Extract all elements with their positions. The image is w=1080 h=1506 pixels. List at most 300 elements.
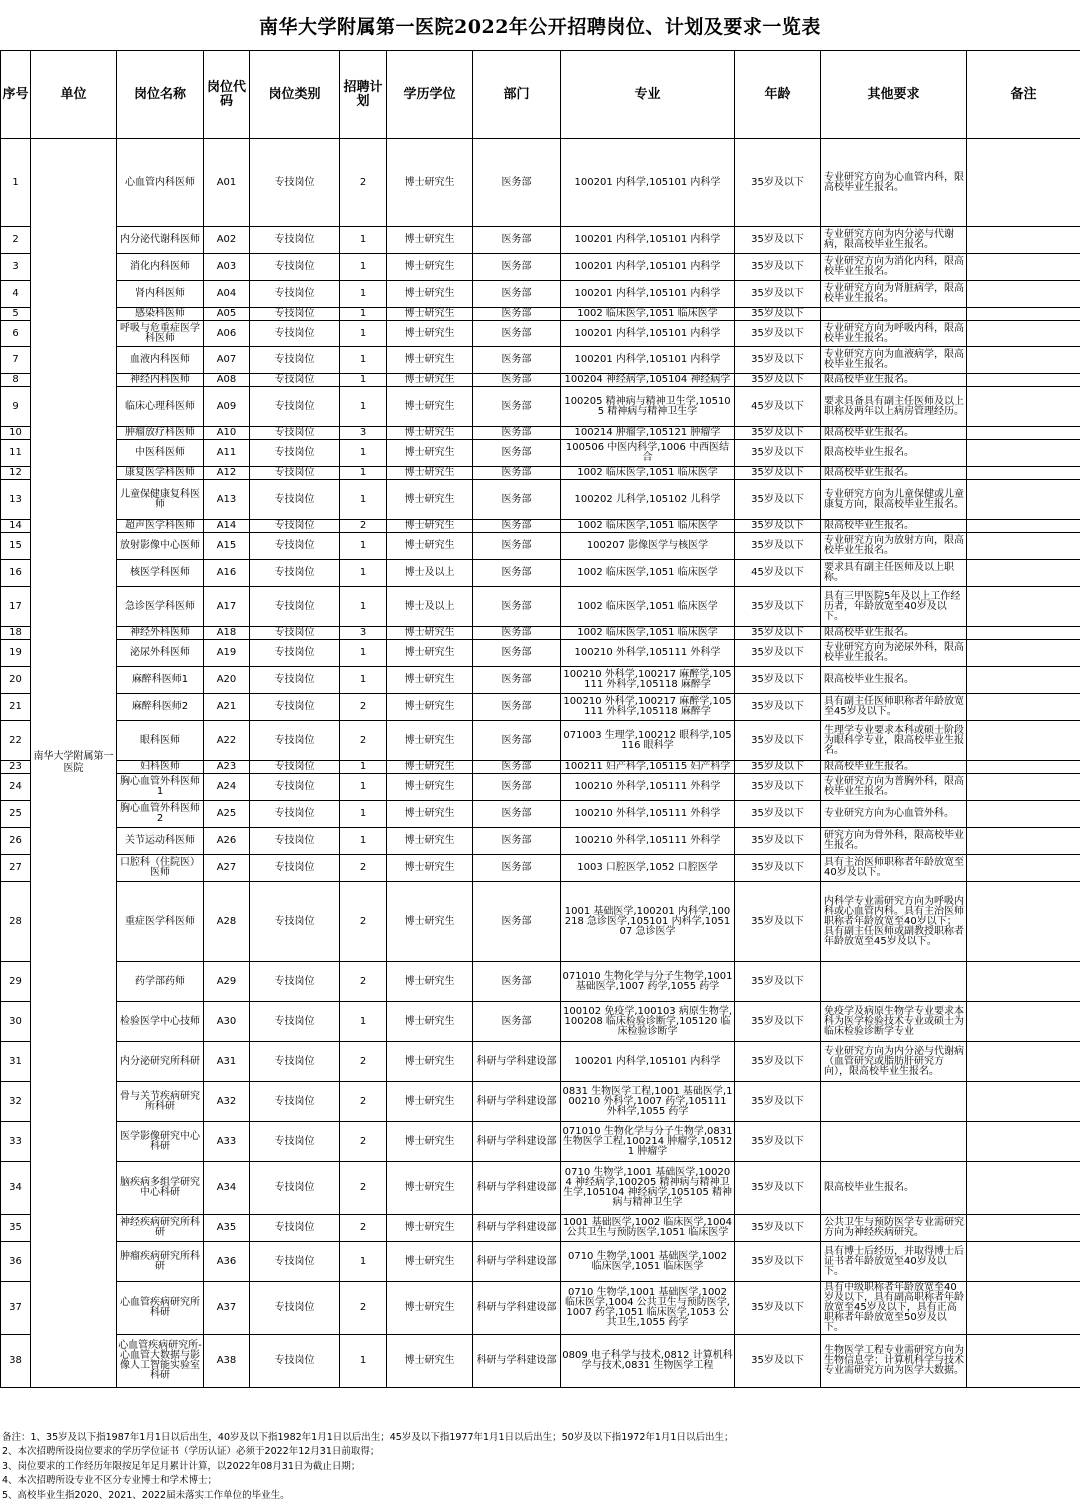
cell-seq: 12	[1, 467, 31, 480]
cell-post-name: 神经内科医师	[117, 374, 204, 387]
cell-plan: 1	[340, 560, 387, 587]
cell-post-type: 专技岗位	[250, 761, 340, 774]
cell-remark	[967, 1335, 1080, 1388]
cell-plan: 2	[340, 1282, 387, 1335]
cell-age: 35岁及以下	[735, 281, 821, 308]
cell-post-name: 胸心血管外科医师2	[117, 801, 204, 828]
cell-plan: 2	[340, 962, 387, 1002]
cell-post-code: A04	[204, 281, 250, 308]
cell-remark	[967, 440, 1080, 467]
table-row	[1, 962, 1080, 1002]
cell-seq: 14	[1, 520, 31, 533]
cell-major: 100210 外科学,105111 外科学	[561, 774, 735, 801]
cell-age: 35岁及以下	[735, 374, 821, 387]
cell-dept: 医务部	[473, 281, 561, 308]
cell-remark	[967, 520, 1080, 533]
cell-degree: 博士研究生	[387, 1162, 473, 1215]
cell-seq: 28	[1, 882, 31, 962]
cell-plan: 1	[340, 667, 387, 694]
cell-seq: 18	[1, 627, 31, 640]
cell-post-type: 专技岗位	[250, 1042, 340, 1082]
cell-dept: 医务部	[473, 962, 561, 1002]
cell-dept: 医务部	[473, 640, 561, 667]
cell-degree: 博士研究生	[387, 533, 473, 560]
table-row	[1, 627, 1080, 640]
table-row	[1, 227, 1080, 254]
cell-post-type: 专技岗位	[250, 139, 340, 227]
cell-plan: 1	[340, 828, 387, 855]
cell-dept: 医务部	[473, 560, 561, 587]
cell-post-type: 专技岗位	[250, 640, 340, 667]
cell-remark	[967, 321, 1080, 347]
cell-degree: 博士研究生	[387, 1282, 473, 1335]
cell-post-type: 专技岗位	[250, 1335, 340, 1388]
cell-plan: 2	[340, 1122, 387, 1162]
cell-age: 35岁及以下	[735, 227, 821, 254]
cell-remark	[967, 627, 1080, 640]
cell-dept: 医务部	[473, 667, 561, 694]
cell-other: 限高校毕业生报名。	[821, 440, 967, 467]
cell-age: 35岁及以下	[735, 1082, 821, 1122]
cell-remark	[967, 480, 1080, 520]
table-row	[1, 254, 1080, 281]
cell-dept: 科研与学科建设部	[473, 1242, 561, 1282]
cell-seq: 10	[1, 427, 31, 440]
cell-other: 限高校毕业生报名。	[821, 627, 967, 640]
table-body	[1, 139, 1080, 1388]
cell-degree: 博士研究生	[387, 139, 473, 227]
cell-other	[821, 1082, 967, 1122]
cell-degree: 博士研究生	[387, 467, 473, 480]
table-row	[1, 1282, 1080, 1335]
cell-degree: 博士研究生	[387, 801, 473, 828]
cell-post-code: A36	[204, 1242, 250, 1282]
cell-post-name: 重症医学科医师	[117, 882, 204, 962]
cell-major: 1002 临床医学,1051 临床医学	[561, 308, 735, 321]
table-row	[1, 828, 1080, 855]
cell-post-code: A19	[204, 640, 250, 667]
cell-dept: 医务部	[473, 321, 561, 347]
cell-post-name: 感染科医师	[117, 308, 204, 321]
cell-other: 具有博士后经历，并取得博士后证书者年龄放宽至40岁及以下。	[821, 1242, 967, 1282]
cell-seq: 15	[1, 533, 31, 560]
cell-dept: 医务部	[473, 882, 561, 962]
cell-plan: 2	[340, 1042, 387, 1082]
cell-major: 071003 生理学,100212 眼科学,105116 眼科学	[561, 721, 735, 761]
cell-plan: 2	[340, 694, 387, 721]
cell-plan: 3	[340, 627, 387, 640]
cell-major: 1002 临床医学,1051 临床医学	[561, 587, 735, 627]
cell-major: 1002 临床医学,1051 临床医学	[561, 467, 735, 480]
cell-post-name: 检验医学中心技师	[117, 1002, 204, 1042]
cell-plan: 1	[340, 347, 387, 374]
cell-post-name: 血液内科医师	[117, 347, 204, 374]
table-row	[1, 281, 1080, 308]
cell-post-name: 消化内科医师	[117, 254, 204, 281]
cell-degree: 博士及以上	[387, 587, 473, 627]
cell-remark	[967, 882, 1080, 962]
cell-age: 45岁及以下	[735, 387, 821, 427]
cell-age: 35岁及以下	[735, 962, 821, 1002]
cell-post-type: 专技岗位	[250, 667, 340, 694]
cell-post-name: 肿瘤放疗科医师	[117, 427, 204, 440]
cell-major: 1002 临床医学,1051 临床医学	[561, 560, 735, 587]
cell-other: 生理学专业要求本科或硕士阶段为眼科学专业，限高校毕业生报名。	[821, 721, 967, 761]
cell-seq: 1	[1, 139, 31, 227]
table-row	[1, 520, 1080, 533]
cell-plan: 2	[340, 1162, 387, 1215]
cell-post-type: 专技岗位	[250, 721, 340, 761]
cell-major: 100210 外科学,105111 外科学	[561, 828, 735, 855]
cell-major: 100201 内科学,105101 内科学	[561, 139, 735, 227]
cell-post-code: A27	[204, 855, 250, 882]
cell-dept: 医务部	[473, 801, 561, 828]
cell-degree: 博士研究生	[387, 520, 473, 533]
cell-post-code: A28	[204, 882, 250, 962]
notes	[2, 1431, 1078, 1503]
cell-plan: 2	[340, 520, 387, 533]
cell-degree: 博士研究生	[387, 374, 473, 387]
cell-remark	[967, 387, 1080, 427]
cell-post-name: 神经疾病研究所科研	[117, 1215, 204, 1242]
cell-other	[821, 962, 967, 1002]
cell-post-code: A09	[204, 387, 250, 427]
cell-age: 35岁及以下	[735, 427, 821, 440]
cell-post-name: 康复医学科医师	[117, 467, 204, 480]
cell-major: 0710 生物学,1001 基础医学,1002 临床医学,1051 临床医学	[561, 1242, 735, 1282]
cell-remark	[967, 774, 1080, 801]
cell-other: 专业研究方向为肾脏病学，限高校毕业生报名。	[821, 281, 967, 308]
cell-plan: 1	[340, 1335, 387, 1388]
cell-degree: 博士研究生	[387, 281, 473, 308]
cell-major: 100201 内科学,105101 内科学	[561, 281, 735, 308]
cell-other: 专业研究方向为内分泌与代谢病，限高校毕业生报名。	[821, 227, 967, 254]
cell-post-code: A17	[204, 587, 250, 627]
table-row	[1, 347, 1080, 374]
cell-other: 限高校毕业生报名。	[821, 667, 967, 694]
table-row	[1, 467, 1080, 480]
cell-dept: 医务部	[473, 374, 561, 387]
cell-seq: 25	[1, 801, 31, 828]
cell-post-name: 内分泌研究所科研	[117, 1042, 204, 1082]
cell-post-type: 专技岗位	[250, 962, 340, 1002]
cell-seq: 7	[1, 347, 31, 374]
cell-post-type: 专技岗位	[250, 440, 340, 467]
cell-remark	[967, 308, 1080, 321]
cell-remark	[967, 139, 1080, 227]
cell-post-code: A23	[204, 761, 250, 774]
cell-post-name: 心血管疾病研究所-心血管大数据与影像人工智能实验室科研	[117, 1335, 204, 1388]
cell-seq: 23	[1, 761, 31, 774]
cell-plan: 1	[340, 761, 387, 774]
cell-dept: 科研与学科建设部	[473, 1215, 561, 1242]
cell-degree: 博士研究生	[387, 427, 473, 440]
header-other: 其他要求	[821, 51, 967, 139]
cell-post-type: 专技岗位	[250, 1002, 340, 1042]
cell-other: 限高校毕业生报名。	[821, 520, 967, 533]
cell-post-code: A25	[204, 801, 250, 828]
cell-dept: 医务部	[473, 1002, 561, 1042]
cell-age: 35岁及以下	[735, 1122, 821, 1162]
cell-plan: 1	[340, 321, 387, 347]
cell-dept: 科研与学科建设部	[473, 1122, 561, 1162]
cell-remark	[967, 587, 1080, 627]
cell-other: 专业研究方向为内分泌与代谢病（血管研究或脂肪肝研究方向），限高校毕业生报名。	[821, 1042, 967, 1082]
cell-major: 1001 基础医学,1002 临床医学,1004 公共卫生与预防医学,1051 临床医学	[561, 1215, 735, 1242]
cell-major: 100102 免疫学,100103 病原生物学,100208 临床检验诊断学,105120 临床检验诊断学	[561, 1002, 735, 1042]
cell-post-type: 专技岗位	[250, 387, 340, 427]
cell-post-type: 专技岗位	[250, 374, 340, 387]
header-dept: 部门	[473, 51, 561, 139]
cell-age: 35岁及以下	[735, 774, 821, 801]
cell-seq: 21	[1, 694, 31, 721]
cell-major: 071010 生物化学与分子生物学,0831 生物医学工程,100214 肿瘤学,105121 肿瘤学	[561, 1122, 735, 1162]
cell-age: 45岁及以下	[735, 560, 821, 587]
cell-other: 具有主治医师职称者年龄放宽至40岁及以下。	[821, 855, 967, 882]
cell-plan: 2	[340, 721, 387, 761]
cell-post-type: 专技岗位	[250, 281, 340, 308]
cell-plan: 1	[340, 467, 387, 480]
cell-post-code: A24	[204, 774, 250, 801]
cell-degree: 博士研究生	[387, 1002, 473, 1042]
cell-post-code: A22	[204, 721, 250, 761]
cell-age: 35岁及以下	[735, 1002, 821, 1042]
cell-other: 具有三甲医院5年及以上工作经历者，年龄放宽至40岁及以下。	[821, 587, 967, 627]
table-row	[1, 640, 1080, 667]
cell-plan: 3	[340, 427, 387, 440]
cell-post-type: 专技岗位	[250, 321, 340, 347]
cell-major: 100201 内科学,105101 内科学	[561, 347, 735, 374]
cell-post-name: 眼科医师	[117, 721, 204, 761]
cell-post-name: 呼吸与危重症医学科医师	[117, 321, 204, 347]
cell-post-code: A01	[204, 139, 250, 227]
cell-post-type: 专技岗位	[250, 227, 340, 254]
cell-major: 100210 外科学,105111 外科学	[561, 801, 735, 828]
cell-dept: 医务部	[473, 440, 561, 467]
cell-post-code: A26	[204, 828, 250, 855]
cell-degree: 博士研究生	[387, 694, 473, 721]
cell-post-name: 口腔科（住院医）医师	[117, 855, 204, 882]
cell-seq: 20	[1, 667, 31, 694]
cell-post-name: 儿童保健康复科医师	[117, 480, 204, 520]
cell-seq: 3	[1, 254, 31, 281]
cell-post-code: A15	[204, 533, 250, 560]
cell-plan: 1	[340, 640, 387, 667]
cell-post-name: 内分泌代谢科医师	[117, 227, 204, 254]
cell-plan: 2	[340, 1082, 387, 1122]
cell-seq: 22	[1, 721, 31, 761]
cell-post-code: A12	[204, 467, 250, 480]
cell-degree: 博士研究生	[387, 321, 473, 347]
cell-age: 35岁及以下	[735, 667, 821, 694]
cell-post-name: 脑疾病多组学研究中心科研	[117, 1162, 204, 1215]
cell-major: 100201 内科学,105101 内科学	[561, 321, 735, 347]
cell-dept: 科研与学科建设部	[473, 1282, 561, 1335]
header-unit: 单位	[31, 51, 117, 139]
cell-other: 具有中级职称者年龄放宽至40岁及以下，具有副高职称者年龄放宽至45岁及以下，具有正高职称者年龄放宽至50岁及以下。	[821, 1282, 967, 1335]
cell-dept: 医务部	[473, 520, 561, 533]
cell-age: 35岁及以下	[735, 1042, 821, 1082]
cell-dept: 科研与学科建设部	[473, 1162, 561, 1215]
cell-remark	[967, 1122, 1080, 1162]
cell-post-name: 麻醉科医师1	[117, 667, 204, 694]
cell-dept: 医务部	[473, 139, 561, 227]
cell-dept: 科研与学科建设部	[473, 1082, 561, 1122]
cell-age: 35岁及以下	[735, 801, 821, 828]
cell-major: 100211 妇产科学,105115 妇产科学	[561, 761, 735, 774]
cell-major: 100210 外科学,105111 外科学	[561, 640, 735, 667]
cell-age: 35岁及以下	[735, 321, 821, 347]
cell-seq: 19	[1, 640, 31, 667]
cell-age: 35岁及以下	[735, 1242, 821, 1282]
cell-major: 100201 内科学,105101 内科学	[561, 254, 735, 281]
cell-remark	[967, 254, 1080, 281]
cell-dept: 医务部	[473, 254, 561, 281]
cell-post-code: A20	[204, 667, 250, 694]
cell-plan: 1	[340, 440, 387, 467]
cell-post-type: 专技岗位	[250, 882, 340, 962]
cell-major: 100207 影像医学与核医学	[561, 533, 735, 560]
cell-other: 限高校毕业生报名。	[821, 761, 967, 774]
table-row	[1, 321, 1080, 347]
cell-degree: 博士研究生	[387, 1242, 473, 1282]
cell-plan: 2	[340, 1215, 387, 1242]
cell-other: 具有副主任医师职称者年龄放宽至45岁及以下。	[821, 694, 967, 721]
cell-post-type: 专技岗位	[250, 560, 340, 587]
cell-post-name: 医学影像研究中心科研	[117, 1122, 204, 1162]
table-row	[1, 1122, 1080, 1162]
table-row	[1, 480, 1080, 520]
cell-post-code: A13	[204, 480, 250, 520]
cell-post-code: A37	[204, 1282, 250, 1335]
cell-age: 35岁及以下	[735, 1335, 821, 1388]
cell-age: 35岁及以下	[735, 828, 821, 855]
cell-dept: 医务部	[473, 427, 561, 440]
cell-post-type: 专技岗位	[250, 627, 340, 640]
cell-post-code: A08	[204, 374, 250, 387]
cell-post-code: A30	[204, 1002, 250, 1042]
header-post-type: 岗位类别	[250, 51, 340, 139]
cell-post-name: 泌尿外科医师	[117, 640, 204, 667]
cell-major: 100210 外科学,100217 麻醉学,105111 外科学,105118 麻醉学	[561, 694, 735, 721]
cell-remark	[967, 801, 1080, 828]
cell-degree: 博士研究生	[387, 855, 473, 882]
cell-age: 35岁及以下	[735, 520, 821, 533]
cell-remark	[967, 962, 1080, 1002]
header-post-name: 岗位名称	[117, 51, 204, 139]
cell-post-name: 超声医学科医师	[117, 520, 204, 533]
cell-age: 35岁及以下	[735, 587, 821, 627]
cell-post-code: A18	[204, 627, 250, 640]
cell-remark	[967, 640, 1080, 667]
table-row	[1, 560, 1080, 587]
cell-dept: 医务部	[473, 467, 561, 480]
cell-dept: 医务部	[473, 308, 561, 321]
cell-other: 专业研究方向为呼吸内科，限高校毕业生报名。	[821, 321, 967, 347]
cell-seq: 5	[1, 308, 31, 321]
cell-remark	[967, 374, 1080, 387]
cell-dept: 医务部	[473, 761, 561, 774]
cell-degree: 博士研究生	[387, 721, 473, 761]
cell-dept: 医务部	[473, 480, 561, 520]
page-title: 南华大学附属第一医院2022年公开招聘岗位、计划及要求一览表	[259, 15, 821, 38]
cell-age: 35岁及以下	[735, 1215, 821, 1242]
table-row	[1, 882, 1080, 962]
cell-seq: 2	[1, 227, 31, 254]
cell-unit: 南华大学附属第一医院	[31, 139, 117, 1388]
header-remark: 备注	[967, 51, 1080, 139]
table-row	[1, 801, 1080, 828]
header-seq: 序号	[1, 51, 31, 139]
cell-other: 专业研究方向为泌尿外科，限高校毕业生报名。	[821, 640, 967, 667]
cell-major: 100201 内科学,105101 内科学	[561, 227, 735, 254]
cell-post-code: A21	[204, 694, 250, 721]
cell-post-type: 专技岗位	[250, 828, 340, 855]
cell-seq: 26	[1, 828, 31, 855]
cell-major: 0809 电子科学与技术,0812 计算机科学与技术,0831 生物医学工程	[561, 1335, 735, 1388]
cell-post-name: 中医科医师	[117, 440, 204, 467]
cell-major: 100210 外科学,100217 麻醉学,105111 外科学,105118 麻醉学	[561, 667, 735, 694]
cell-remark	[967, 855, 1080, 882]
cell-degree: 博士研究生	[387, 667, 473, 694]
cell-dept: 医务部	[473, 347, 561, 374]
table-row	[1, 387, 1080, 427]
cell-other: 专业研究方向为心血管内科，限高校毕业生报名。	[821, 139, 967, 227]
header-row	[1, 51, 1080, 139]
cell-seq: 32	[1, 1082, 31, 1122]
cell-other: 限高校毕业生报名。	[821, 467, 967, 480]
cell-age: 35岁及以下	[735, 1162, 821, 1215]
cell-post-type: 专技岗位	[250, 774, 340, 801]
cell-major: 100204 神经病学,105104 神经病学	[561, 374, 735, 387]
cell-seq: 4	[1, 281, 31, 308]
header-age: 年龄	[735, 51, 821, 139]
cell-post-code: A14	[204, 520, 250, 533]
table-row	[1, 855, 1080, 882]
cell-age: 35岁及以下	[735, 1282, 821, 1335]
cell-other: 限高校毕业生报名。	[821, 1162, 967, 1215]
cell-dept: 医务部	[473, 627, 561, 640]
cell-post-type: 专技岗位	[250, 694, 340, 721]
cell-degree: 博士研究生	[387, 882, 473, 962]
cell-post-type: 专技岗位	[250, 467, 340, 480]
cell-remark	[967, 694, 1080, 721]
cell-post-type: 专技岗位	[250, 1122, 340, 1162]
cell-major: 1001 基础医学,100201 内科学,100218 急诊医学,105101 内科学,105107 急诊医学	[561, 882, 735, 962]
cell-age: 35岁及以下	[735, 694, 821, 721]
cell-remark	[967, 533, 1080, 560]
cell-post-type: 专技岗位	[250, 520, 340, 533]
cell-remark	[967, 667, 1080, 694]
cell-post-name: 心血管疾病研究所科研	[117, 1282, 204, 1335]
cell-other	[821, 1122, 967, 1162]
cell-age: 35岁及以下	[735, 855, 821, 882]
note-5: 5、高校毕业生指2020、2021、2022届未落实工作单位的毕业生。	[2, 1489, 290, 1501]
recruitment-table	[0, 50, 1080, 1388]
table-row	[1, 1215, 1080, 1242]
cell-major: 1002 临床医学,1051 临床医学	[561, 627, 735, 640]
cell-post-type: 专技岗位	[250, 1082, 340, 1122]
cell-post-code: A34	[204, 1162, 250, 1215]
cell-major: 100205 精神病与精神卫生学,105105 精神病与精神卫生学	[561, 387, 735, 427]
cell-post-code: A16	[204, 560, 250, 587]
cell-degree: 博士研究生	[387, 440, 473, 467]
cell-other: 研究方向为骨外科，限高校毕业生报名。	[821, 828, 967, 855]
cell-other: 免疫学及病原生物学专业要求本科为医学检验技术专业或硕士为临床检验诊断学专业	[821, 1002, 967, 1042]
cell-post-type: 专技岗位	[250, 254, 340, 281]
cell-post-code: A02	[204, 227, 250, 254]
header-degree: 学历学位	[387, 51, 473, 139]
